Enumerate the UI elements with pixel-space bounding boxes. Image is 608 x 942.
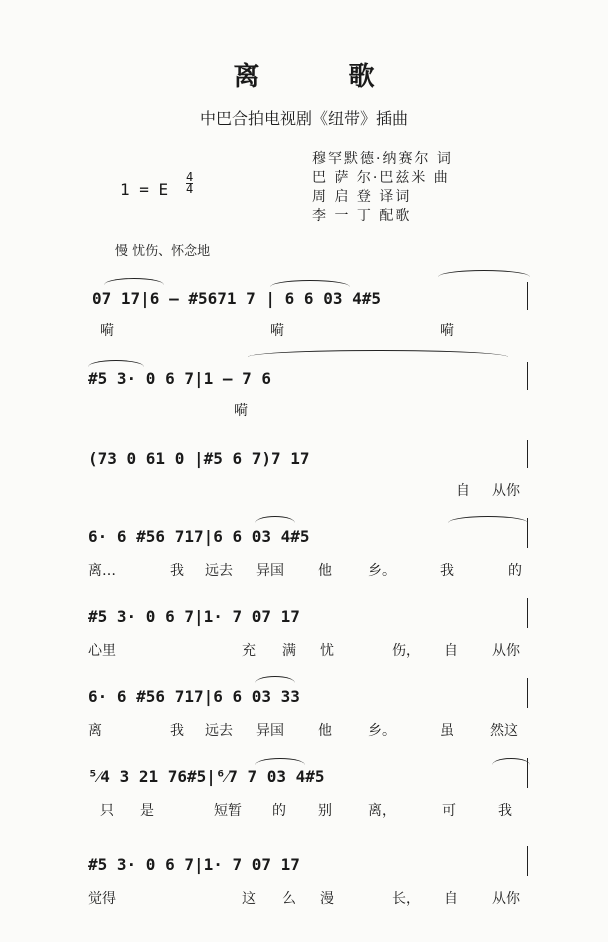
key-signature: 1 = E (120, 180, 169, 199)
system-4-lyric: 的 (508, 563, 522, 579)
time-signature-bottom: 4 (186, 182, 194, 196)
system-6-lyric: 乡。 (368, 723, 396, 739)
system-1-lyric: 嗬 (100, 323, 114, 339)
system-7-lyric: 可 (442, 803, 456, 819)
time-signature-top: 4 (186, 170, 194, 184)
system-2-lyric: 嗬 (234, 403, 248, 419)
system-1-lyric: 嗬 (270, 323, 284, 339)
tempo-marking: 慢 忧伤、怀念地 (115, 244, 211, 259)
system-7-notes: ⁵⁄4 3 21 76#5|⁶⁄7 7 03 4#5 (88, 767, 325, 786)
system-5-lyric: 满 (282, 643, 296, 659)
system-6-lyric: 我 (170, 723, 184, 739)
song-subtitle: 中巴合拍电视剧《纽带》插曲 (199, 109, 408, 128)
system-4-lyric: 他 (318, 563, 332, 579)
system-7-lyric: 只 (100, 803, 114, 819)
system-1-notes: 07 17|6 — #5671 7 | 6 6 03 4#5 (92, 289, 381, 308)
system-3-lyric: 自 (456, 483, 470, 499)
system-8-lyric: 这 (242, 891, 256, 907)
system-3-notes: (73 0 61 0 |#5 6 7)7 17 (88, 449, 310, 468)
system-5-notes: #5 3· 0 6 7|1· 7 07 17 (88, 607, 300, 626)
system-5-lyric: 自 (444, 643, 458, 659)
system-4-lyric: 离… (88, 563, 116, 579)
system-7-lyric: 我 (498, 803, 512, 819)
system-2-notes: #5 3· 0 6 7|1 — 7 6 (88, 369, 272, 388)
credit-arranger: 李 一 丁 配歌 (312, 208, 412, 224)
system-8-lyric: 么 (282, 891, 296, 907)
system-8-lyric: 自 (444, 891, 458, 907)
credit-translator: 周 启 登 译词 (312, 189, 412, 205)
system-8-lyric: 觉得 (88, 891, 116, 907)
system-6-lyric: 异国 (256, 723, 284, 739)
system-6-lyric: 离 (88, 723, 102, 739)
time-signature (186, 172, 193, 195)
system-7-lyric: 短暂 (214, 803, 242, 819)
system-5-lyric: 忧 (320, 643, 334, 659)
system-6-lyric: 然这 (490, 723, 518, 739)
system-4-lyric: 异国 (256, 563, 284, 579)
system-5-lyric: 充 (242, 643, 256, 659)
system-4-lyric: 我 (170, 563, 184, 579)
system-8-lyric: 漫 (320, 891, 334, 907)
system-8-lyric: 从你 (492, 891, 520, 907)
system-4-lyric: 我 (440, 563, 454, 579)
system-7-lyric: 的 (272, 803, 286, 819)
system-6-lyric: 虽 (440, 723, 454, 739)
system-7-lyric: 是 (140, 803, 154, 819)
system-6-notes: 6· 6 #56 717|6 6 03 33 (88, 687, 300, 706)
system-8-notes: #5 3· 0 6 7|1· 7 07 17 (88, 855, 300, 874)
system-5-lyric: 心里 (88, 643, 116, 659)
system-7-lyric: 离， (368, 803, 396, 819)
system-3-lyric: 从你 (492, 483, 520, 499)
system-6-lyric: 他 (318, 723, 332, 739)
system-7-lyric: 别 (318, 803, 332, 819)
system-4-lyric: 乡。 (368, 563, 396, 579)
system-4-lyric: 远去 (205, 563, 233, 579)
song-title: 离 歌 (233, 62, 415, 92)
system-1-lyric: 嗬 (440, 323, 454, 339)
system-5-lyric: 伤， (392, 643, 420, 659)
system-5-lyric: 从你 (492, 643, 520, 659)
credit-lyricist: 穆罕默德·纳赛尔 词 (312, 151, 453, 167)
system-8-lyric: 长， (392, 891, 420, 907)
system-6-lyric: 远去 (205, 723, 233, 739)
system-4-notes: 6· 6 #56 717|6 6 03 4#5 (88, 527, 310, 546)
credit-composer: 巴 萨 尔·巴兹米 曲 (312, 170, 450, 186)
